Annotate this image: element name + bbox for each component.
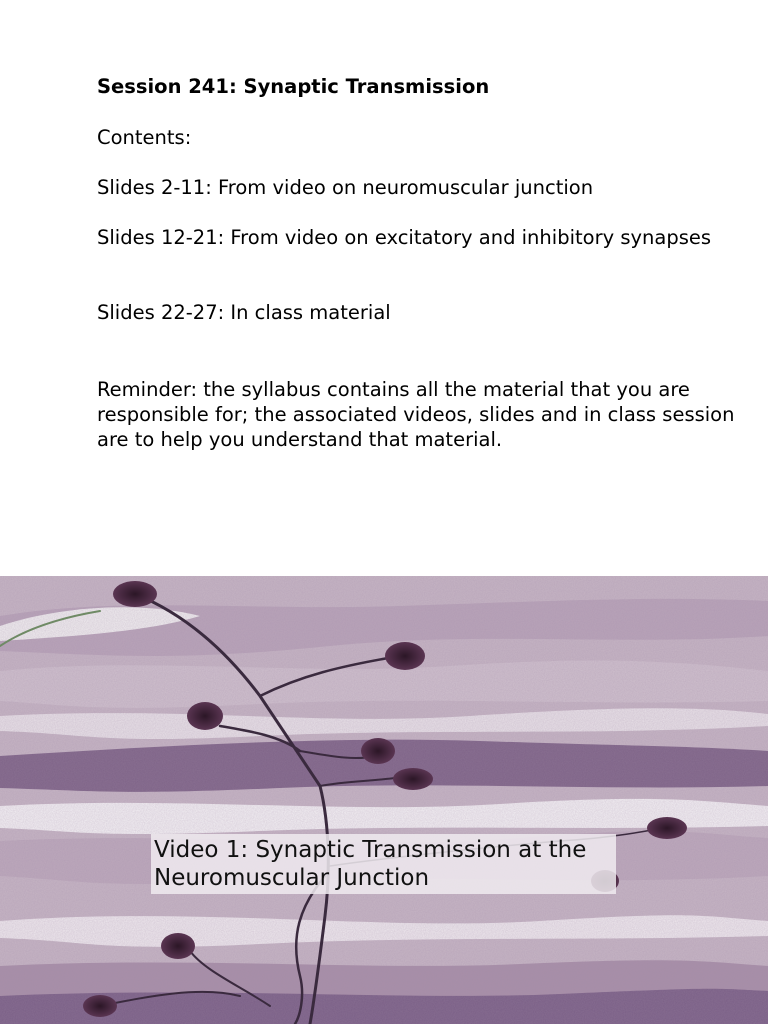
contents-item: Slides 2-11: From video on neuromuscular junction <box>97 176 594 199</box>
reminder-text: Reminder: the syllabus contains all the material that you are responsible for; the associated videos, slides and in class session are to help you understand that material. <box>97 378 741 451</box>
video-caption: Video 1: Synaptic Transmission at the Neuromuscular Junction <box>151 834 616 894</box>
contents-item: Slides 22-27: In class material <box>97 301 391 324</box>
page-title: Session 241: Synaptic Transmission <box>97 75 490 98</box>
slide-2 <box>0 576 768 1024</box>
neuromuscular-junction-image <box>0 576 768 1024</box>
contents-item: Slides 12-21: From video on excitatory and inhibitory synapses <box>97 226 712 249</box>
contents-label: Contents: <box>97 126 192 149</box>
